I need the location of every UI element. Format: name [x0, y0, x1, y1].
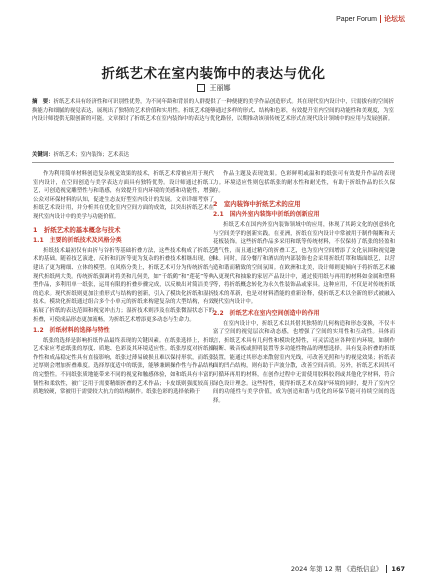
right-column	[213, 170, 395, 405]
abstract-label: 摘 要：	[32, 99, 54, 105]
author-name: 王丽娜	[209, 84, 231, 92]
subsection-heading: 2.1 国内外室内装饰中折纸的创新应用	[213, 211, 320, 219]
author-box-icon	[197, 84, 205, 92]
section-heading: 2 室内装饰中折纸艺术的应用	[213, 199, 301, 208]
subsection-heading: 1.1 主要的折纸技术及风格分类	[33, 237, 122, 245]
header-divider	[380, 15, 381, 23]
page-footer	[291, 564, 405, 573]
paragraph: 在室内设计中，折纸艺术以其借其独特的几何构造和形态变换，不仅丰富了空间的视觉层次和动态感，也增强了空间的实用性和互动性。具体而言，折纸艺术具有几何性和模块化特性，可灵活适应各种室内环境，如制作隔断、吸音板或照明装置等多功能性物品的理想选择。具有复杂折叠的折纸装置，能通过其形态来散射室内光线，可改善光照和与的视觉效果；折纸表面的凹凸结构，则有助于声波分散，改善空间音质。另外，折纸艺术因其可可循环再用的材料，在创作过程中无需使用胶料胶剂或其他化学材料，符合绿色设计理念。这些特性，使得折纸艺术在保护环境的同时，提升了室内空间的功能性与美学价值，成为创造和谐与优化的环保节能可持续空间的选择。	[213, 320, 395, 404]
header-section-cn: 论坛坛	[384, 15, 405, 23]
keywords-text: 折纸艺术；室内装饰；艺术表达	[53, 152, 130, 158]
footer-issue: 2024 年第 12 期 《造纸信息》	[290, 565, 383, 573]
paragraph: 折纸艺术在国内外室内装饰领域中的应用，体现了其跨文化的创意转化与空间美学的创新实践。在亚洲，折纸在室内设计中常被用于制作隔断和天花板装饰。这些折纸作品多采用和纸等传统材料，不仅保持了纸张的轻盈和透气性，而且通过精巧的折叠工艺，也为室内空间增添了文化氛围和视觉趣味。同时，部分餐厅和酒店的内部装饰也会采用折纸灯罩和墙面纸艺，以营造和谐而精致的空间氛围。在欧洲和北美，设计师则更倾向于将折纸艺术融入更现代和抽象的家居产品设计中，通过使用纸与再用的材料如金属和塑料等，将折纸概念转化为永久性装饰品或家具。这种应用，不仅是对传统折纸技术的革新，也是对材料潜能的重新诠释，使折纸艺术以全新的形式被融入现代室内设计中。	[213, 221, 395, 306]
header-section-en: Paper Forum	[336, 15, 377, 23]
footer-divider	[386, 565, 387, 573]
divider-rule	[32, 162, 394, 163]
abstract-text: 折纸艺术具有经济性和可识别性优势，为不同年龄和背景的人群提供了一种便捷的美学作品创造形式。其在现代室内设计中，只需拔有的空间折换能力和细腻的视觉表达，展现出了独特的艺术价值和实用性。折纸艺术能够通过多样的形式、结构和色彩，有效提升室内空间的功能性和美观度，为室内设计师提供无限创新的可能。文章探讨了折纸艺术在室内装饰中的表达与优化路径，以期推动该项传统艺术形式在现代设计领域中的应用与发展创新。	[32, 99, 394, 123]
left-column	[33, 170, 214, 397]
paragraph: 作为利用简单材料创造复杂视觉效果的技术，折纸艺术常被应用于现代室内设计，在空间创造与美学表达方面具有独特优势。设计师通过折纸工艺，可创造视觉雕塑性与和谐感，有效提升室内环境的美感和功能性，增强公众对环保材料的认知，促进生态友好型室内设计的发展。文章详细考察了折纸艺术设计用，并分析其在优化室内空间方面的成效，以突出折纸艺术在现代室内设计中的美学与功能价值。	[33, 171, 214, 220]
abstract	[32, 98, 394, 124]
paragraph: 折纸技术最初仅有由折与谷折等基础折叠方法，这些技术构成了折纸艺术的基础。随着技艺演进，反折和沉折等更为复杂的折叠技术相继出现，创建出了更为精细、立体的模型。在风格分类上，折纸艺术可分为传统折纸与现代折纸两大类。传统折纸强调对将美和几何美，如“千纸鹤”和“莲花”等典型作品，多利用单一纸张，运用有限的折叠步骤完成，以反映出对简洁美学的追求。现代折纸则更加注重形式与结构的创新，引入了模块化折纸和湿折技术。模块化折纸通过组合多个小单元的折纸来构建复杂的大型结构，有效拓展了折纸的表达范围和视觉冲击力；湿折技术则涉及在纸张微湿状态下的折叠，可使成品形态更加流畅，为折纸艺术增添更多动态与生命力。	[33, 247, 214, 323]
article-title: 折纸艺术在室内装饰中的表达与优化	[101, 66, 326, 82]
paragraph: 纸张的选择是影响折纸作品最终表现的关键因素。在纸张选择上，折纸艺术家应考虑纸张的厚度、质地、色彩及其环境适应性。纸张厚度对折纸操作性和成品稳定性具有直接影响，纸张过薄易破损且难以保持形状，而纸张过厚则会增加折叠难度。选择厚度适中的纸张，能够兼顾操作性与作品结构的完整性。不同纸张质地能带来不同的视觉和触感体验，如和纸具有丰富的韧性和柔软性，被广泛用于需要精细折叠的艺术作品；卡皮纸则强度较高且质地较硬，常被用于需要较大抗力的结构制作。纸张色彩的选择依赖于	[33, 337, 214, 396]
author-line	[0, 83, 427, 93]
subsection-heading: 1.2 折纸材料的选择与特性	[33, 327, 110, 335]
subsection-heading: 2.2 折纸艺术在室内空间创造中的作用	[213, 309, 320, 317]
page-number: 167	[391, 564, 405, 573]
paragraph: 作品主题及表现效果。色彩鲜明或温和的纸张可有效提升作品的表现力。环境适应性则包括纸张的耐水性和耐光性，有助于折纸作品的长久保存。	[213, 171, 395, 195]
keywords-label: 关键词：	[32, 152, 54, 158]
section-heading: 1 折纸艺术的基本概念与技术	[33, 225, 121, 234]
journal-header	[336, 14, 405, 24]
keywords	[32, 150, 394, 158]
